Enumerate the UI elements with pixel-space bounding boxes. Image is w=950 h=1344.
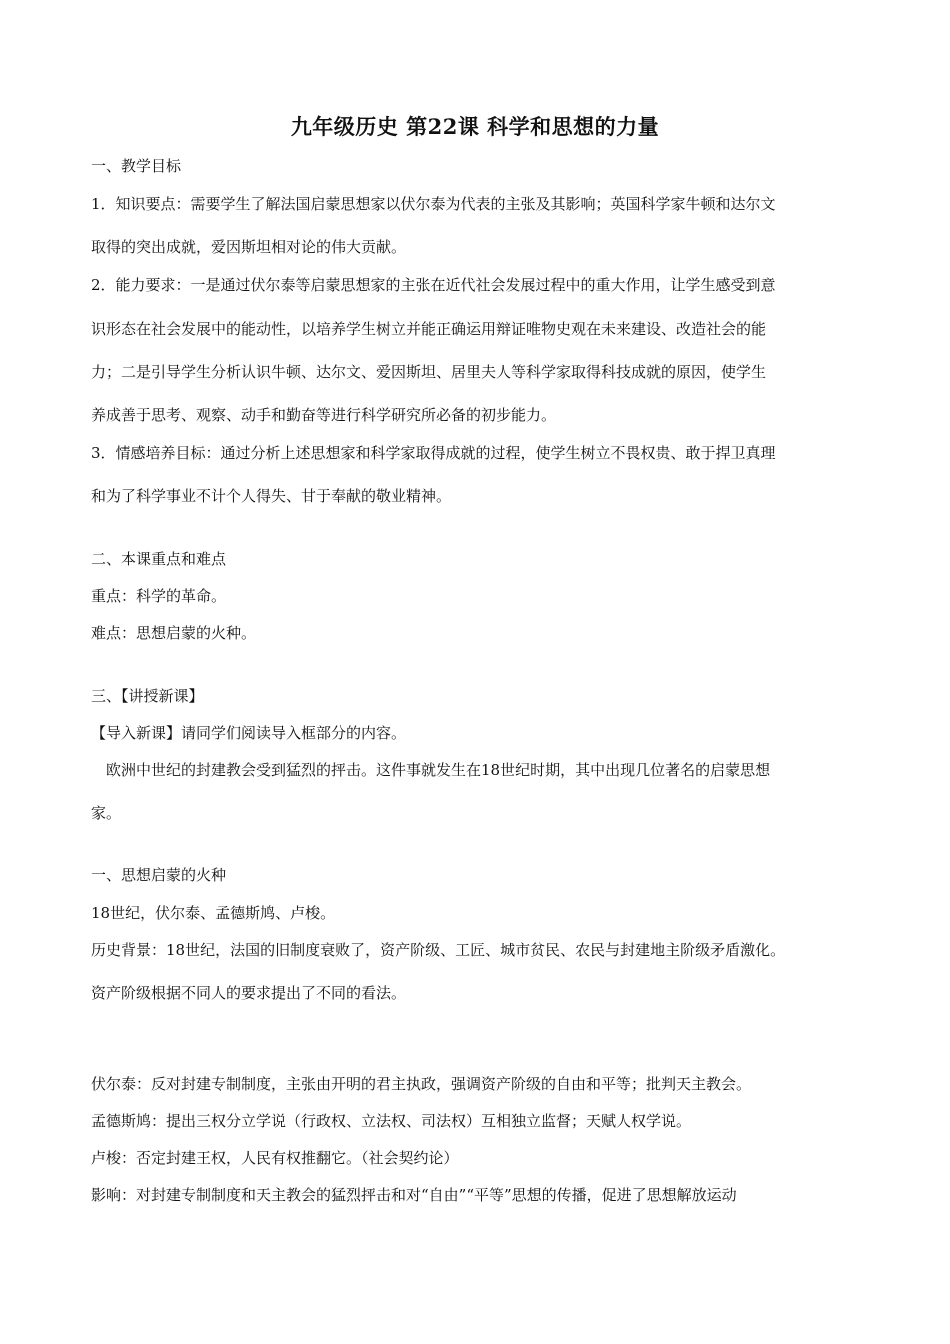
paragraph-line: 历史背景：18世纪，法国的旧制度衰败了，资产阶级、工匠、城市贫民、农民与封建地主阶级矛盾激化。 [91,941,786,959]
paragraph-line: 3．情感培养目标：通过分析上述思想家和科学家取得成就的过程，使学生树立不畏权贵、敢于捍卫真理 [91,444,776,462]
paragraph-line: 资产阶级根据不同人的要求提出了不同的看法。 [91,984,407,1002]
paragraph-line: 难点：思想启蒙的火种。 [91,624,257,642]
paragraph-line: 1．知识要点：需要学生了解法国启蒙思想家以伏尔泰为代表的主张及其影响；英国科学家牛顿和达尔文 [91,195,776,213]
paragraph-line: 家。 [91,804,122,822]
paragraph-line: 力；二是引导学生分析认识牛顿、达尔文、爱因斯坦、居里夫人等科学家取得科技成就的原因，使学生 [91,363,767,381]
paragraph-line: 识形态在社会发展中的能动性，以培养学生树立并能正确运用辩证唯物史观在未来建设、改造社会的能 [91,320,767,338]
paragraph-line: 【导入新课】请同学们阅读导入框部分的内容。 [91,724,407,742]
section-heading-enlightenment: 一、思想启蒙的火种 [91,866,227,884]
paragraph-line: 取得的突出成就，爱因斯坦相对论的伟大贡献。 [91,238,407,256]
section-heading-key-points: 二、本课重点和难点 [91,550,227,568]
paragraph-line: 养成善于思考、观察、动手和勤奋等进行科学研究所必备的初步能力。 [91,406,557,424]
paragraph-line: 2．能力要求：一是通过伏尔泰等启蒙思想家的主张在近代社会发展过程中的重大作用，让学生感受到意 [91,276,776,294]
paragraph-line: 伏尔泰：反对封建专制制度，主张由开明的君主执政，强调资产阶级的自由和平等；批判天主教会。 [91,1075,752,1093]
section-heading-new-lesson: 三、【讲授新课】 [91,687,204,705]
document-title: 九年级历史 第22课 科学和思想的力量 [290,114,660,139]
section-heading-objectives: 一、教学目标 [91,157,182,175]
paragraph-line: 卢梭：否定封建王权，人民有权推翻它。（社会契约论） [91,1149,459,1167]
paragraph-line: 重点：科学的革命。 [91,587,227,605]
paragraph-line: 孟德斯鸠：提出三权分立学说（行政权、立法权、司法权）互相独立监督；天赋人权学说。 [91,1112,692,1130]
paragraph-line: 欧洲中世纪的封建教会受到猛烈的抨击。这件事就发生在18世纪时期，其中出现几位著名的启蒙思想 [106,761,771,779]
paragraph-line: 和为了科学事业不计个人得失、甘于奉献的敬业精神。 [91,487,452,505]
paragraph-line: 18世纪，伏尔泰、孟德斯鸠、卢梭。 [91,904,336,922]
paragraph-line: 影响：对封建专制制度和天主教会的猛烈抨击和对“自由”“平等”思想的传播，促进了思想解放运动 [91,1186,737,1204]
